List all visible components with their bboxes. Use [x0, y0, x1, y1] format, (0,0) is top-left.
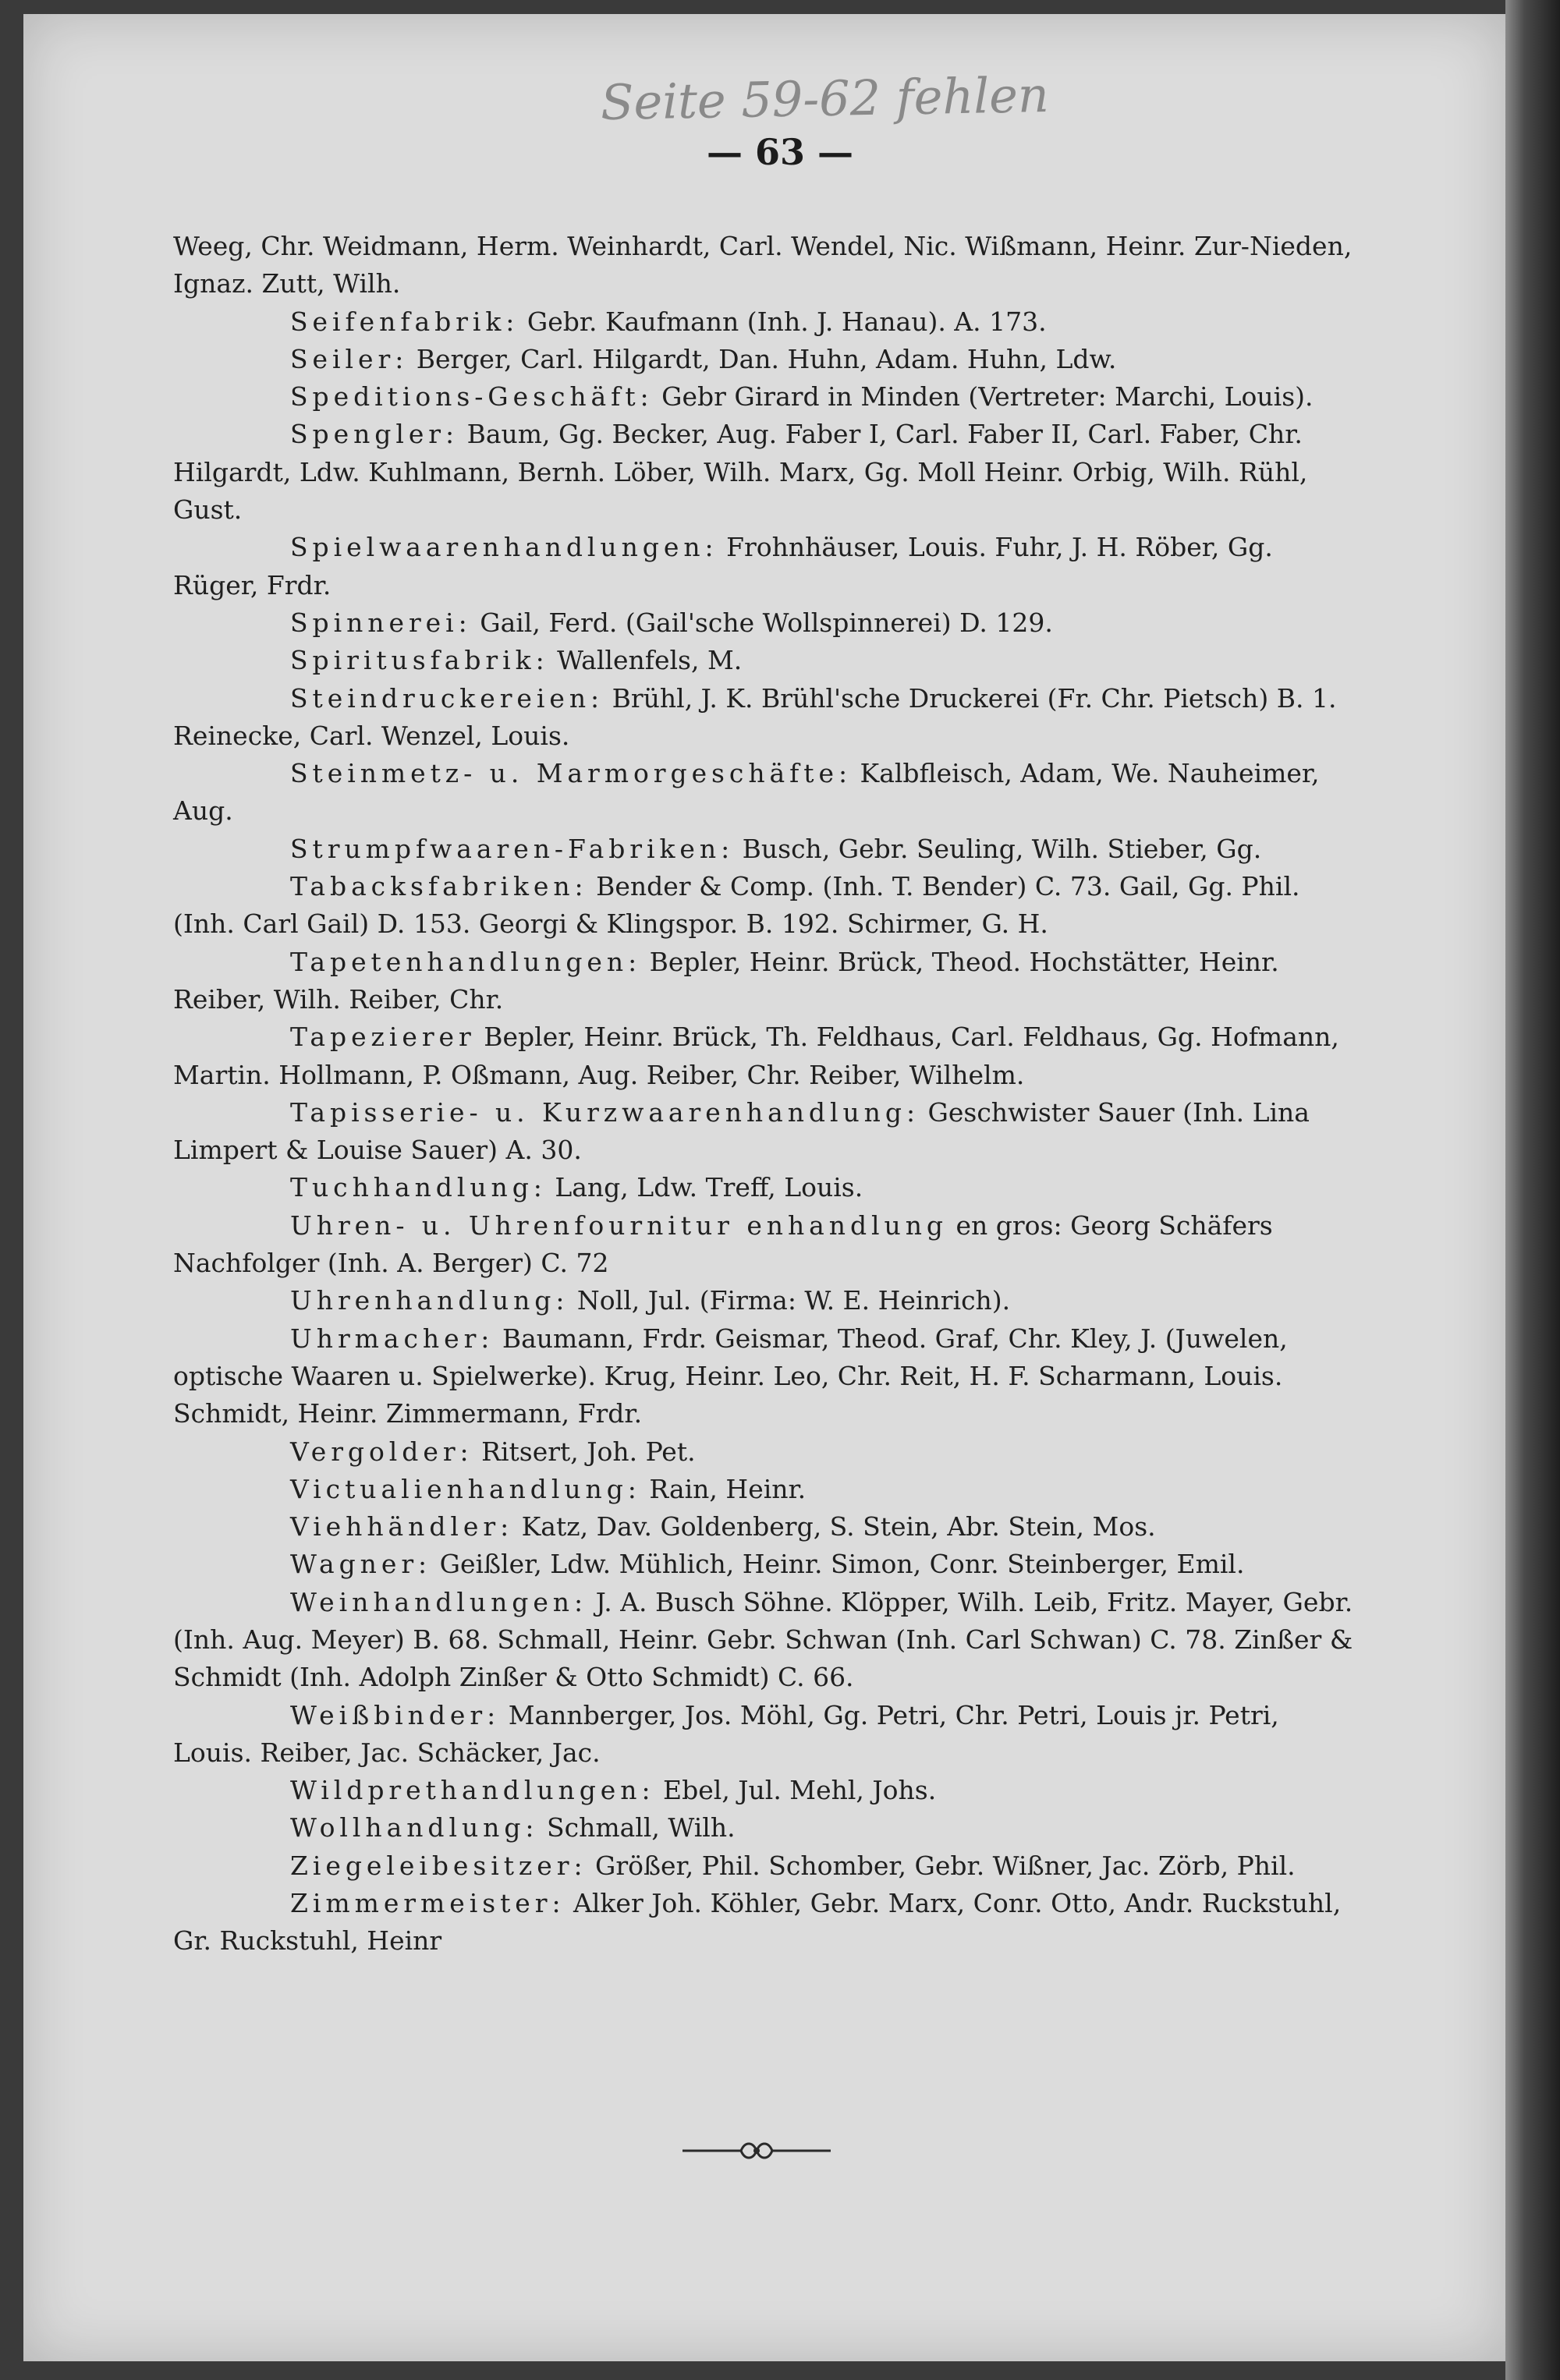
entry-text: Gebr Girard in Minden (Vertreter: Marchi, Louis). [661, 381, 1314, 413]
entry-category: Uhrmacher: [290, 1323, 495, 1354]
entry-category: Tapetenhandlungen: [290, 946, 642, 977]
directory-entry [173, 642, 1359, 679]
directory-entry [173, 1320, 1359, 1433]
entry-text: Lang, Ldw. Treff, Louis. [555, 1172, 863, 1203]
entry-text: Busch, Gebr. Seuling, Wilh. Stieber, Gg. [742, 833, 1262, 864]
entry-category: Tuchhandlung: [290, 1172, 547, 1203]
entry-category: Speditions-Geschäft: [290, 381, 654, 413]
book-spine [1505, 0, 1560, 2380]
directory-entry [173, 1094, 1359, 1170]
entry-text: Ritsert, Joh. Pet. [481, 1436, 696, 1467]
entry-category: Spengler: [290, 419, 459, 450]
directory-entry [173, 1584, 1359, 1697]
entry-category: Weinhandlungen: [290, 1586, 588, 1617]
directory-entry [173, 680, 1359, 756]
directory-entry [173, 604, 1359, 642]
directory-entry [173, 341, 1359, 378]
entry-text: Katz, Dav. Goldenberg, S. Stein, Abr. Stein, Mos. [521, 1511, 1156, 1542]
entry-category: Strumpfwaaren-Fabriken: [290, 833, 735, 864]
entry-category: Victualienhandlung: [290, 1473, 641, 1504]
entry-text: Geißler, Ldw. Mühlich, Heinr. Simon, Conr. Steinberger, Emil. [439, 1549, 1245, 1580]
handwritten-note: Seite 59-62 fehlen [600, 66, 1050, 132]
directory-entry [173, 1885, 1359, 1960]
ornament-divider-icon [679, 2135, 835, 2166]
directory-entry [173, 1809, 1359, 1847]
entry-category: Ziegeleibesitzer: [290, 1850, 587, 1881]
entry-text: en gros: Georg Schäfers Nachfolger (Inh. A. Berger) C. 72 [173, 1209, 1273, 1279]
entry-category: Steindruckereien: [290, 682, 604, 714]
directory-entry [173, 1847, 1359, 1885]
entry-category: Wildprethandlungen: [290, 1775, 655, 1806]
entry-text: Baumann, Frdr. Geismar, Theod. Graf, Chr. Kley, J. (Juwelen, optische Waaren u. Spielwerke). Krug, Heinr. Leo, Chr. Reit, H. F. Scharmann, Louis. Schmidt, Heinr. Zimmermann, Frdr. [173, 1323, 1288, 1429]
entry-text: J. A. Busch Söhne. Klöpper, Wilh. Leib, Fritz. Mayer, Gebr. (Inh. Aug. Meyer) B. 68. Schmall, Heinr. Gebr. Schwan (Inh. Carl Schwan) C. 78. Zinßer & Schmidt (Inh. Adolph Zinßer & Otto Schmidt) C. 66. [173, 1586, 1353, 1693]
directory-entry [173, 1697, 1359, 1773]
directory-entry [173, 1546, 1359, 1583]
entry-category: Uhren- u. Uhrenfournitur enhandlung [290, 1209, 948, 1241]
entry-text: Bepler, Heinr. Brück, Theod. Hochstätter, Heinr. Reiber, Wilh. Reiber, Chr. [173, 946, 1279, 1015]
entry-category: Spiritusfabrik: [290, 645, 549, 676]
entry-text: Mannberger, Jos. Möhl, Gg. Petri, Chr. Petri, Louis jr. Petri, Louis. Reiber, Jac. Schäcker, Jac. [173, 1699, 1279, 1768]
entry-text: Gail, Ferd. (Gail'sche Wollspinnerei) D. 129. [480, 607, 1053, 638]
entry-category: Seiler: [290, 343, 409, 374]
entry-category: Wagner: [290, 1549, 432, 1580]
entry-text: Gebr. Kaufmann (Inh. J. Hanau). A. 173. [526, 306, 1047, 337]
entry-text: Kalbfleisch, Adam, We. Nauheimer, Aug. [173, 758, 1320, 827]
entry-text: Rain, Heinr. [649, 1473, 807, 1504]
entry-text: Größer, Phil. Schomber, Gebr. Wißner, Jac. Zörb, Phil. [595, 1850, 1296, 1881]
entry-text: Ebel, Jul. Mehl, Johs. [663, 1775, 937, 1806]
entry-text: Schmall, Wilh. [546, 1812, 736, 1843]
entry-text: Alker Joh. Köhler, Gebr. Marx, Conr. Otto, Andr. Ruckstuhl, Gr. Ruckstuhl, Heinr [173, 1888, 1342, 1957]
directory-entry [173, 303, 1359, 341]
entry-category: Seifenfabrik: [290, 306, 519, 337]
directory-entry [173, 1282, 1359, 1319]
entry-text: Baum, Gg. Becker, Aug. Faber I, Carl. Faber II, Carl. Faber, Chr. Hilgardt, Ldw. Kuhlmann, Bernh. Löber, Wilh. Marx, Gg. Moll Heinr. Orbig, Wilh. Rühl, Gust. [173, 419, 1308, 526]
entry-category: Tapisserie- u. Kurzwaarenhandlung: [290, 1096, 920, 1128]
directory-entry [173, 1433, 1359, 1471]
directory-entry [173, 228, 1359, 303]
directory-entry [173, 529, 1359, 604]
entry-category: Tabacksfabriken: [290, 871, 588, 902]
entry-text: Brühl, J. K. Brühl'sche Druckerei (Fr. Chr. Pietsch) B. 1. Reinecke, Carl. Wenzel, Louis. [173, 682, 1337, 751]
entry-text: Geschwister Sauer (Inh. Lina Limpert & Louise Sauer) A. 30. [173, 1096, 1310, 1166]
entry-category: Weißbinder: [290, 1699, 501, 1730]
directory-entry [173, 755, 1359, 831]
entry-text: Wallenfels, M. [557, 645, 743, 676]
entry-category: Vergolder: [290, 1436, 473, 1467]
directory-entry [173, 831, 1359, 868]
directory-entry [173, 378, 1359, 416]
directory-listing [173, 228, 1359, 1960]
entry-category: Steinmetz- u. Marmorgeschäfte: [290, 758, 853, 789]
entry-text: Berger, Carl. Hilgardt, Dan. Huhn, Adam. Huhn, Ldw. [416, 343, 1117, 374]
entry-category: Spielwaarenhandlungen: [290, 532, 718, 563]
directory-entry [173, 868, 1359, 944]
entry-category: Wollhandlung: [290, 1812, 539, 1843]
directory-entry [173, 1772, 1359, 1809]
directory-entry [173, 944, 1359, 1019]
entry-category: Uhrenhandlung: [290, 1285, 569, 1316]
directory-entry [173, 416, 1359, 529]
directory-entry [173, 1169, 1359, 1206]
directory-entry [173, 1471, 1359, 1508]
entry-text: Frohnhäuser, Louis. Fuhr, J. H. Röber, Gg. Rüger, Frdr. [173, 532, 1273, 600]
entry-text: Noll, Jul. (Firma: W. E. Heinrich). [576, 1285, 1011, 1316]
entry-text: Bepler, Heinr. Brück, Th. Feldhaus, Carl. Feldhaus, Gg. Hofmann, Martin. Hollmann, P. Oßmann, Aug. Reiber, Chr. Reiber, Wilhelm. [173, 1022, 1339, 1090]
directory-entry [173, 1207, 1359, 1283]
entry-text: Bender & Comp. (Inh. T. Bender) C. 73. Gail, Gg. Phil. (Inh. Carl Gail) D. 153. Georgi & Klingspor. B. 192. Schirmer, G. H. [173, 871, 1300, 940]
entry-category: Tapezierer [290, 1022, 476, 1053]
page-number: — 63 — [706, 131, 854, 173]
entry-category: Spinnerei: [290, 607, 472, 638]
directory-entry [173, 1018, 1359, 1094]
entry-category: Viehhändler: [290, 1511, 514, 1542]
directory-entry [173, 1508, 1359, 1546]
entry-category: Zimmermeister: [290, 1888, 566, 1919]
entry-text: Weeg, Chr. Weidmann, Herm. Weinhardt, Carl. Wendel, Nic. Wißmann, Heinr. Zur-Nieden, Ignaz. Zutt, Wilh. [173, 231, 1353, 299]
